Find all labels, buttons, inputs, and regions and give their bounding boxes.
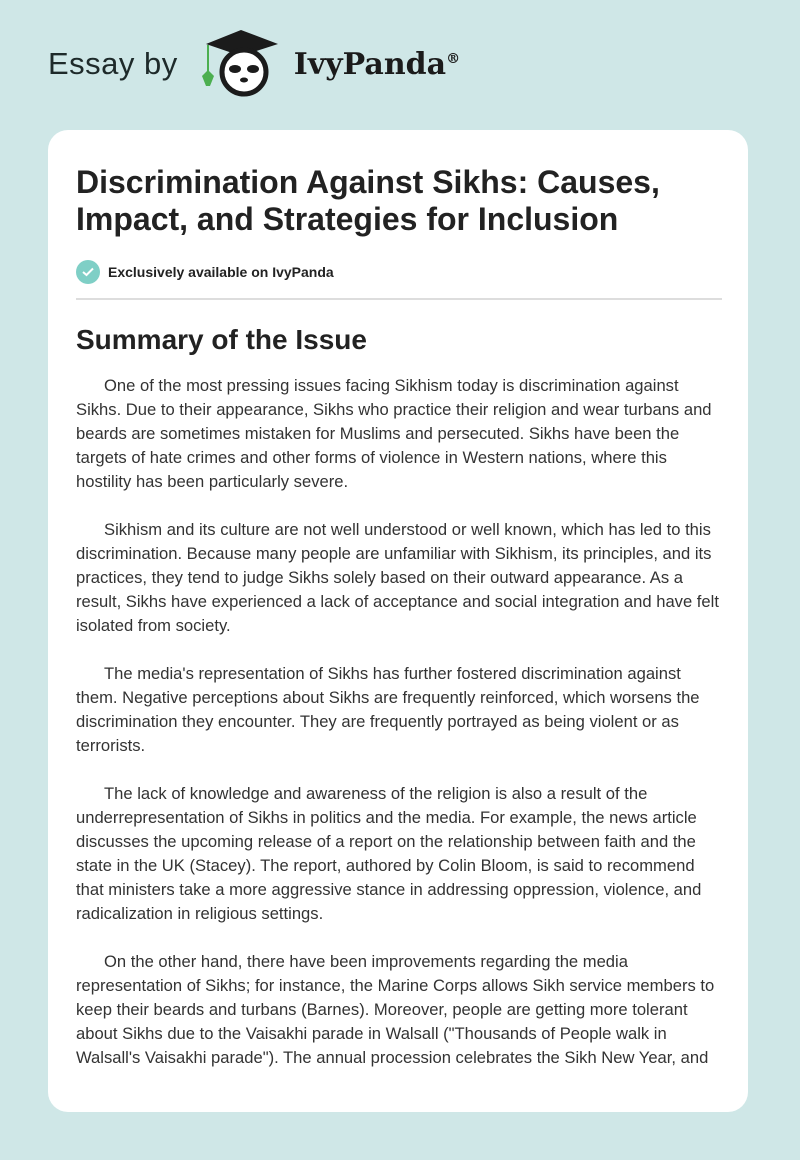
panda-logo-icon (196, 28, 286, 100)
brand-text: IvyPanda (293, 46, 447, 82)
badge-label: Exclusively available on IvyPanda (108, 264, 334, 280)
paragraph: One of the most pressing issues facing Sikhism today is discrimination against Sikhs. Due to their appearance, Sikhs who practice their religion and wear turbans and beards are sometimes mistaken for Muslims and persecuted. Sikhs have been the targets of hate crimes and other forms of violence in Western nations, where this hostility has been particularly severe. (76, 376, 712, 491)
paragraph: The lack of knowledge and awareness of the religion is also a result of the underrepresentation of Sikhs in politics and the media. For example, the news article discusses the upcoming release of a report on the relationship between faith and the state in the UK (Stacey). The report, authored by Colin Bloom, is said to recommend that ministers take a more aggressive stance in addressing oppression, violence, and radicalization in religious settings. (76, 784, 702, 923)
paragraph: On the other hand, there have been improvements regarding the media representation of Sikhs; for instance, the Marine Corps allows Sikh service members to keep their beards and turbans (Barnes). Moreover, people are getting more tolerant about Sikhs due to the Vaisakhi parade in Walsall ("Thousands of People walk in Walsall's Vaisakhi parade"). The annual procession celebrates the Sikh New Year, and (76, 952, 715, 1067)
exclusive-badge (76, 260, 722, 284)
paragraph: The media's representation of Sikhs has further fostered discrimination against them. Negative perceptions about Sikhs are frequently reinforced, which worsens the discrimination they encounter. They are frequently portrayed as being violent or as terrorists. (76, 664, 700, 755)
brand-name (294, 47, 460, 82)
essay-card (48, 130, 748, 1112)
paragraph: Sikhism and its culture are not well understood or well known, which has led to this discrimination. Because many people are unfamiliar with Sikhism, its principles, and its practices, they tend to judge Sikhs solely based on their outward appearance. As a result, Sikhs have experienced a lack of acceptance and social integration and have felt isolated from society. (76, 520, 719, 635)
registered-mark: ® (446, 50, 461, 67)
section-heading: Summary of the Issue (76, 324, 367, 355)
essay-by-label: Essay by (48, 46, 178, 81)
site-logo[interactable] (48, 34, 460, 94)
essay-title: Discrimination Against Sikhs: Causes, Impact, and Strategies for Inclusion (76, 164, 660, 237)
divider (76, 298, 722, 300)
check-icon (76, 260, 100, 284)
